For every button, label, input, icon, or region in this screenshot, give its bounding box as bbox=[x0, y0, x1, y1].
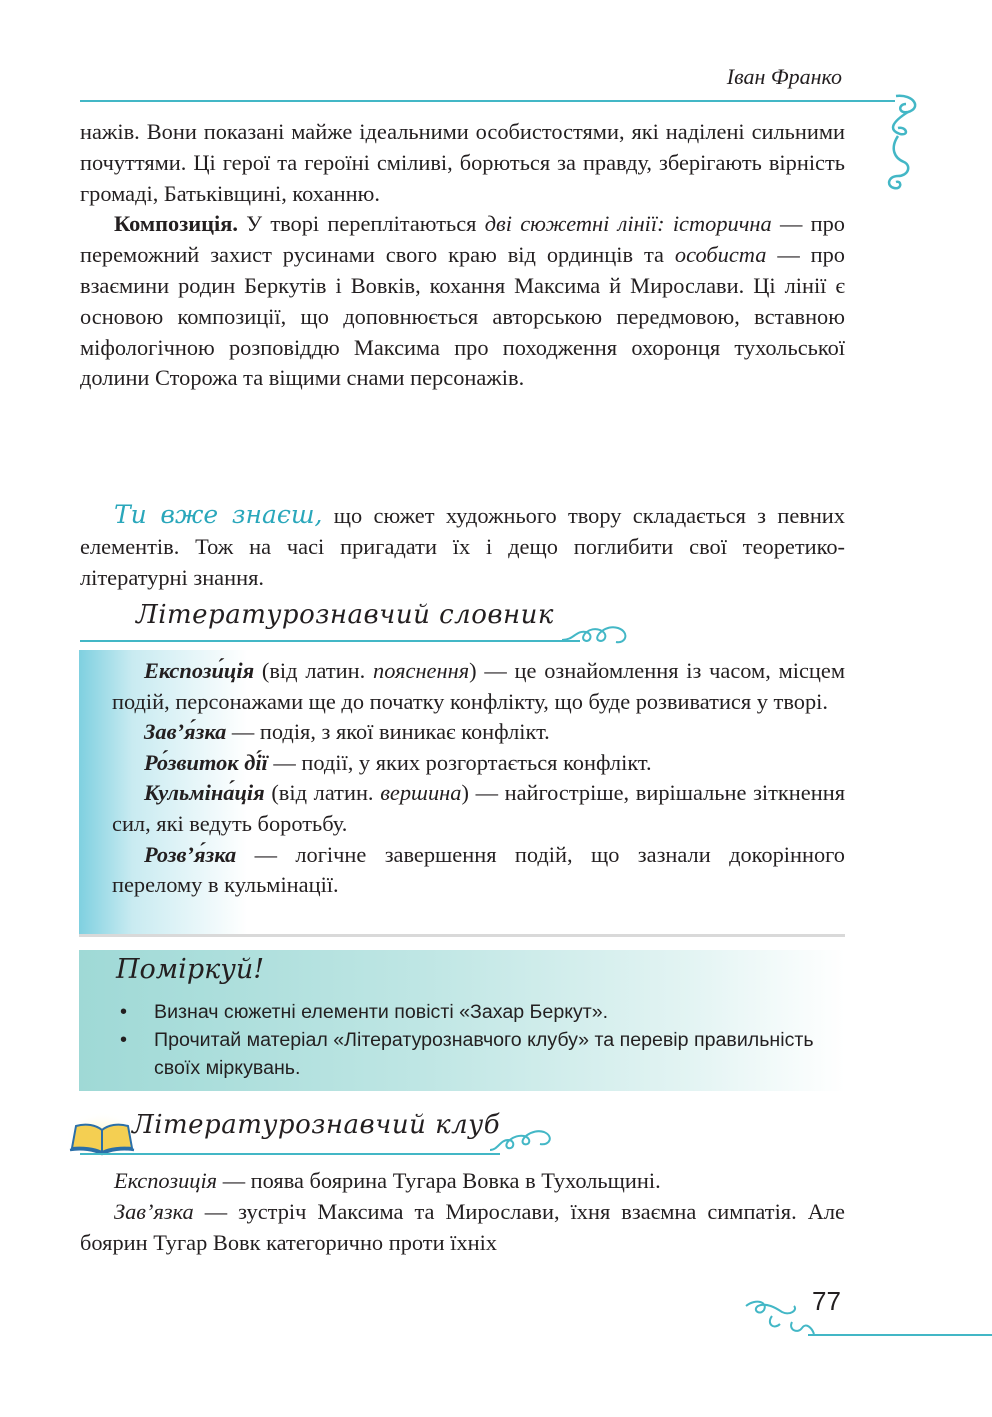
glossary-heading: Літературознавчий словник bbox=[136, 600, 554, 630]
bullet-icon: • bbox=[120, 1001, 128, 1023]
list-item: • Визнач сюжетні елементи повісті «Захар Беркут». bbox=[114, 998, 845, 1026]
swirl-ornament-icon bbox=[560, 622, 632, 652]
you-know-lead: Ти вже знаєш, bbox=[114, 500, 323, 529]
header-rule bbox=[80, 100, 895, 102]
page-number: 77 bbox=[812, 1286, 841, 1316]
open-book-icon bbox=[66, 1110, 138, 1156]
list-item: • Прочитай матеріал «Літературознавчого клубу» та перевір правильність своїх міркувань. bbox=[114, 1026, 845, 1082]
club-paragraph-2: Зав’язка — зустріч Максима та Мирослави, їхня взаємна симпатія. Але боярин Тугар Вовк категорично проти їхніх bbox=[80, 1198, 845, 1255]
intro-paragraph-1: нажів. Вони показані майже ідеальними особистостями, які наділені сильними почуттями. Ці герої та героїні сміливі, борються за правду, зберігають вірність громаді, Батьківщині, коханню. bbox=[80, 119, 845, 206]
intro-text bbox=[80, 117, 845, 394]
think-bullets bbox=[114, 998, 845, 1082]
swirl-ornament-icon bbox=[868, 92, 928, 202]
composition-label: Композиція. bbox=[114, 211, 238, 237]
glossary-entry: Кульміна́ція (від латин. вершина) — найгостріше, вирішальне зіткнення сил, які ведуть боротьбу. bbox=[112, 780, 845, 836]
glossary-heading-rule bbox=[80, 640, 580, 642]
swirl-ornament-icon bbox=[742, 1294, 818, 1336]
glossary-entry: Розв’я́зка — логічне завершення подій, що зазнали докорінного перелому в кульмінації. bbox=[112, 841, 845, 898]
club-paragraph-1: Експозиція — поява боярина Тугара Вовка в Тухольщині. bbox=[114, 1168, 661, 1193]
glossary-box-shadow bbox=[79, 934, 845, 937]
bullet-icon: • bbox=[120, 1029, 128, 1051]
club-heading: Літературознавчий клуб bbox=[132, 1110, 501, 1140]
think-title: Поміркуй! bbox=[116, 954, 265, 985]
you-know-paragraph: Ти вже знаєш, що сюжет художнього твору складається з певних елементів. Тож на часі пригадати їх і дещо поглибити свої теоретико-літературні знання. bbox=[80, 500, 845, 590]
glossary-entry: Зав’я́зка — подія, з якої виникає конфлікт. bbox=[144, 719, 550, 745]
club-text bbox=[80, 1166, 845, 1258]
composition-paragraph: Композиція. У творі переплітаються дві сюжетні лінії: історична — про переможний захист русинами свого краю від ординців та особиста — про взаємини родин Беркутів і Вовків, кохання Максима й Мирослави. Ці лінії є основою композиції, що доповнюється авторською передмовою, вставною міфологічною розповіддю Максима про походження охоронця тухольської долини Сторожа та віщими снами персонажів. bbox=[80, 211, 845, 391]
club-heading-rule bbox=[80, 1153, 500, 1155]
swirl-ornament-icon bbox=[488, 1120, 558, 1152]
footer-rule bbox=[808, 1334, 992, 1336]
running-head: Іван Франко bbox=[726, 64, 842, 89]
glossary-entry: Ро́звиток ді́ї — події, у яких розгортається конфлікт. bbox=[144, 749, 652, 775]
glossary-entry: Експози́ція (від латин. пояснення) — це ознайомлення із часом, місцем подій, персонажами ще до початку конфлікту, що буде розвиватися у творі. bbox=[112, 658, 845, 714]
glossary-entries bbox=[112, 656, 845, 901]
